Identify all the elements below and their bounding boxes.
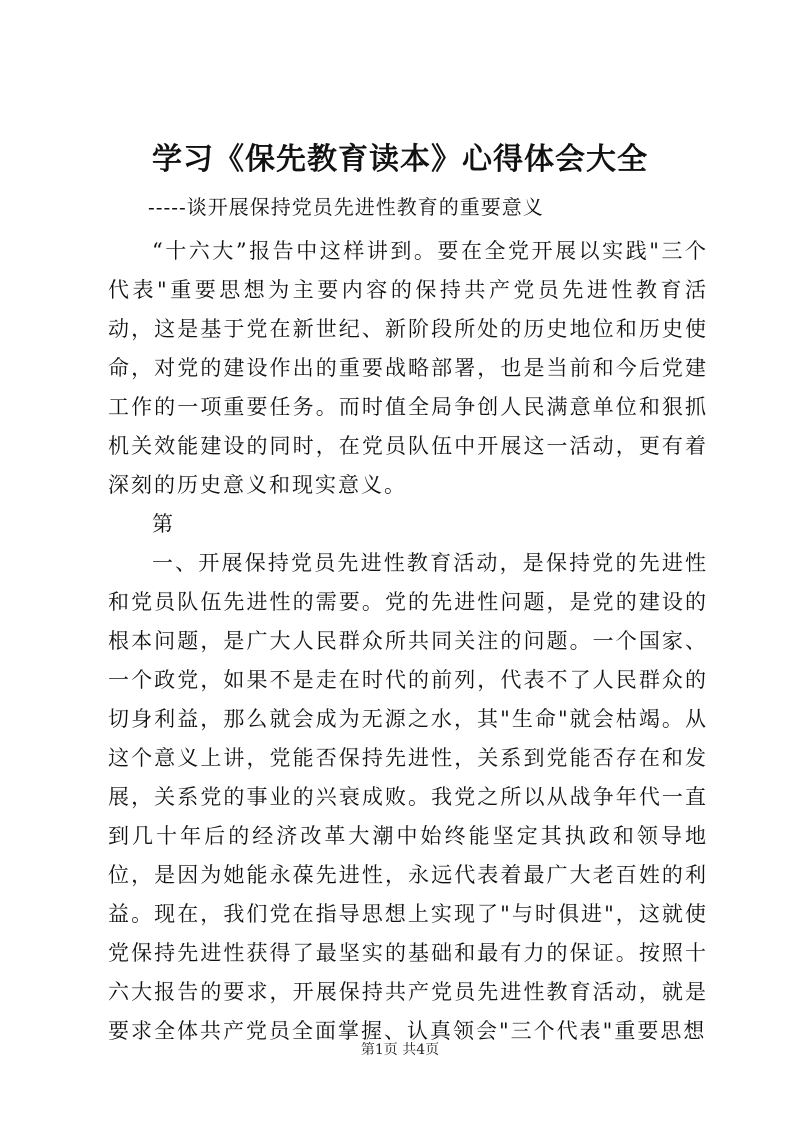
document-subtitle: -----谈开展保持党员先进性教育的重要意义 (148, 195, 544, 219)
paragraph-section-marker: 第 (152, 512, 175, 536)
document-body (108, 232, 708, 1051)
page-footer: 第1页 共4页 (360, 1042, 440, 1058)
document-title: 学习《保先教育读本》心得体会大全 (152, 142, 648, 177)
paragraph-section-one: 一、开展保持党员先进性教育活动，是保持党的先进性和党员队伍先进性的需要。党的先进性问题，是党的建设的根本问题，是广大人民群众所共同关注的问题。一个国家、一个政党，如果不是走在时代的前列，代表不了人民群众的切身利益，那么就会成为无源之水，其"生命"就会枯竭。从这个意义上讲，党能否保持先进性，关系到党能否存在和发展，关系党的事业的兴衰成败。我党之所以从战争年代一直到几十年后的经济改革大潮中始终能坚定其执政和领导地位，是因为她能永葆先进性，永远代表着最广大老百姓的利益。现在，我们党在指导思想上实现了"与时俱进"，这就使党保持先进性获得了最坚实的基础和最有力的保证。按照十六大报告的要求，开展保持共产党员先进性教育活动，就是要求全体共产党员全面掌握、认真领会"三个代表"重要思想 (108, 551, 708, 1043)
paragraph-intro: “十六大”报告中这样讲到。要在全党开展以实践"三个代表"重要思想为主要内容的保持共产党员先进性教育活动，这是基于党在新世纪、新阶段所处的历史地位和历史使命，对党的建设作出的重要战略部署，也是当前和今后党建工作的一项重要任务。而时值全局争创人民满意单位和狠抓机关效能建设的同时，在党员队伍中开展这一活动，更有着深刻的历史意义和现实意义。 (108, 239, 708, 497)
